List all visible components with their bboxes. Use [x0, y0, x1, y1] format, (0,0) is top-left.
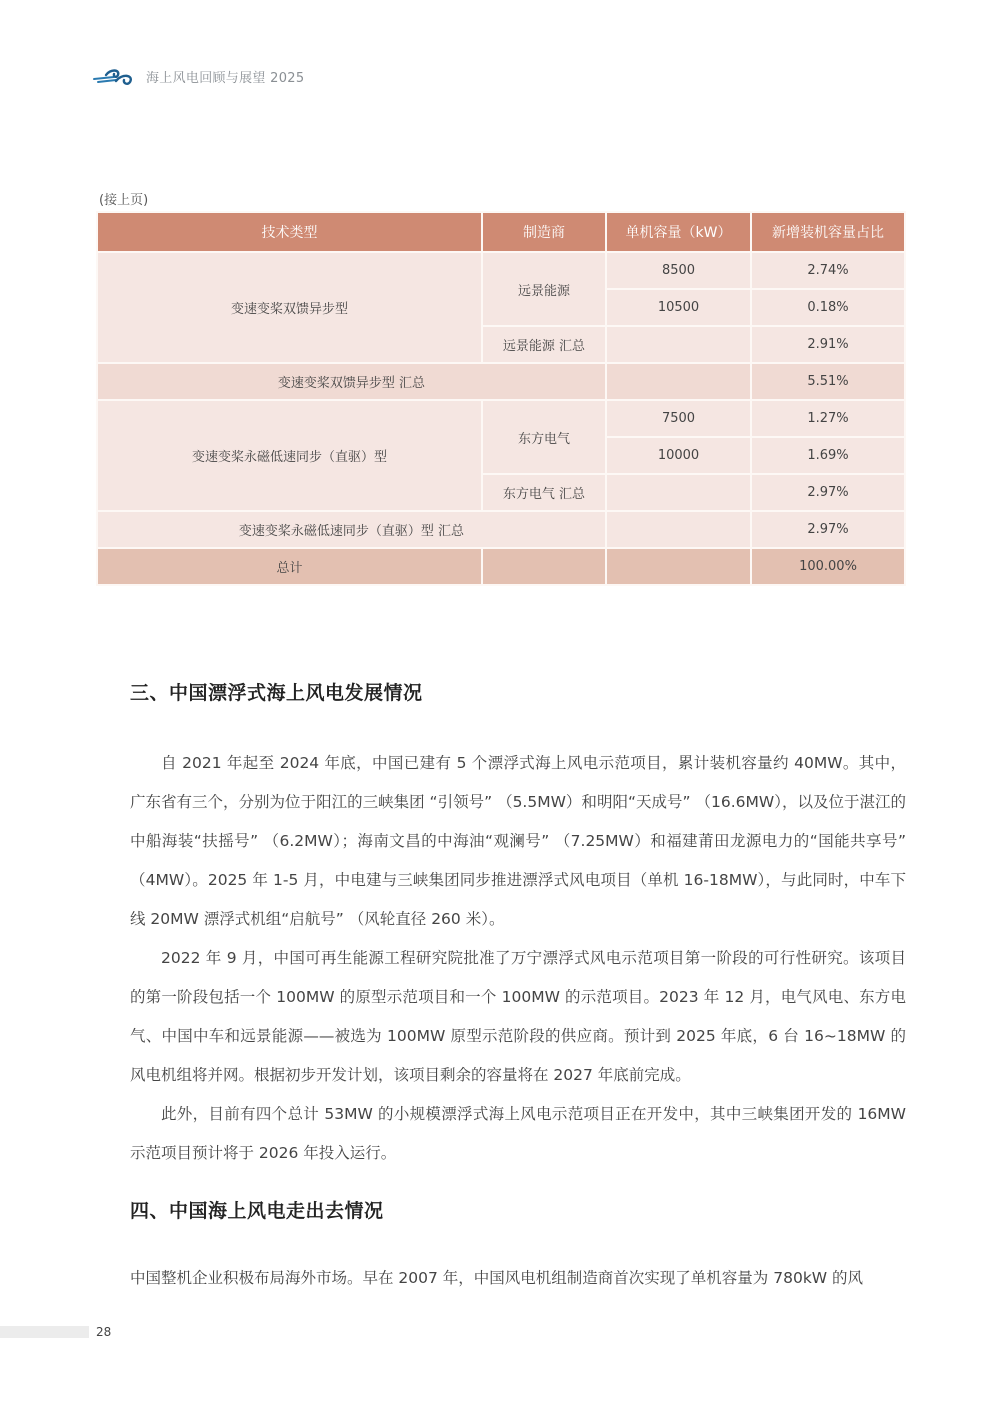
report-title: 海上风电回顾与展望 2025	[146, 70, 305, 86]
tech-type-cell: 变速变桨永磁低速同步（直驱）型	[97, 400, 482, 511]
capacity-cell: 7500	[606, 400, 751, 437]
capacity-cell: 10000	[606, 437, 751, 474]
capacity-cell	[606, 363, 751, 400]
total-label: 总计	[97, 548, 482, 585]
capacity-cell	[606, 326, 751, 363]
column-header: 单机容量（kW）	[606, 212, 751, 252]
footer-bar	[0, 1326, 89, 1338]
manufacturer-subtotal-label: 东方电气 汇总	[482, 474, 606, 511]
manufacturer-subtotal-label: 远景能源 汇总	[482, 326, 606, 363]
capacity-share-table	[96, 211, 906, 586]
share-cell: 2.74%	[751, 252, 905, 289]
manufacturer-cell: 远景能源	[482, 252, 606, 326]
column-header: 制造商	[482, 212, 606, 252]
table-row	[97, 400, 905, 437]
section-body	[130, 1259, 906, 1298]
share-cell: 2.91%	[751, 326, 905, 363]
capacity-cell	[606, 548, 751, 585]
column-header: 新增装机容量占比	[751, 212, 905, 252]
capacity-cell: 8500	[606, 252, 751, 289]
column-header: 技术类型	[97, 212, 482, 252]
page-number: 28	[96, 1325, 112, 1339]
share-cell: 5.51%	[751, 363, 905, 400]
section-body	[130, 744, 906, 1173]
wave-wind-logo-icon	[92, 65, 136, 87]
manufacturer-cell	[482, 548, 606, 585]
share-cell: 2.97%	[751, 511, 905, 548]
tech-type-cell: 变速变桨双馈异步型	[97, 252, 482, 363]
type-subtotal-label: 变速变桨双馈异步型 汇总	[97, 363, 606, 400]
total-share: 100.00%	[751, 548, 905, 585]
paragraph: 此外，目前有四个总计 53MW 的小规模漂浮式海上风电示范项目正在开发中，其中三峡集团开发的 16MW 示范项目预计将于 2026 年投入运行。	[130, 1105, 906, 1162]
table-header-row	[97, 212, 905, 252]
page-header	[92, 64, 304, 88]
type-subtotal-row	[97, 511, 905, 548]
paragraph: 中国整机企业积极布局海外市场。早在 2007 年，中国风电机组制造商首次实现了单机容量为 780kW 的风	[130, 1269, 864, 1287]
paragraph: 自 2021 年起至 2024 年底，中国已建有 5 个漂浮式海上风电示范项目，累计装机容量约 40MW。其中，广东省有三个，分别为位于阳江的三峡集团 “引领号” （5.5MW）和明阳“天成号” （16.6MW），以及位于湛江的中船海装“扶摇号” （6.2MW）；海南文昌的中海油“观澜号” （7.25MW）和福建莆田龙源电力的“国能共享号” （4MW）。2025 年 1-5 月，中电建与三峡集团同步推进漂浮式风电项目（单机 16-18MW），与此同时，中车下线 20MW 漂浮式机组“启航号” （风轮直径 260 米）。	[130, 754, 906, 928]
capacity-cell	[606, 511, 751, 548]
continued-label: (接上页)	[99, 193, 149, 208]
total-row	[97, 548, 905, 585]
paragraph: 2022 年 9 月，中国可再生能源工程研究院批准了万宁漂浮式风电示范项目第一阶段的可行性研究。该项目的第一阶段包括一个 100MW 的原型示范项目和一个 100MW 的示范项目。2023 年 12 月，电气风电、东方电气、中国中车和远景能源——被选为 100MW 原型示范阶段的供应商。预计到 2025 年底，6 台 16~18MW 的风电机组将并网。根据初步开发计划，该项目剩余的容量将在 2027 年底前完成。	[130, 949, 906, 1084]
section-heading: 三、中国漂浮式海上风电发展情况	[130, 682, 423, 704]
share-cell: 0.18%	[751, 289, 905, 326]
share-cell: 2.97%	[751, 474, 905, 511]
share-cell: 1.69%	[751, 437, 905, 474]
manufacturer-cell: 东方电气	[482, 400, 606, 474]
share-cell: 1.27%	[751, 400, 905, 437]
section-heading: 四、中国海上风电走出去情况	[130, 1200, 384, 1222]
type-subtotal-label: 变速变桨永磁低速同步（直驱）型 汇总	[97, 511, 606, 548]
table-row	[97, 252, 905, 289]
capacity-cell: 10500	[606, 289, 751, 326]
capacity-cell	[606, 474, 751, 511]
type-subtotal-row	[97, 363, 905, 400]
